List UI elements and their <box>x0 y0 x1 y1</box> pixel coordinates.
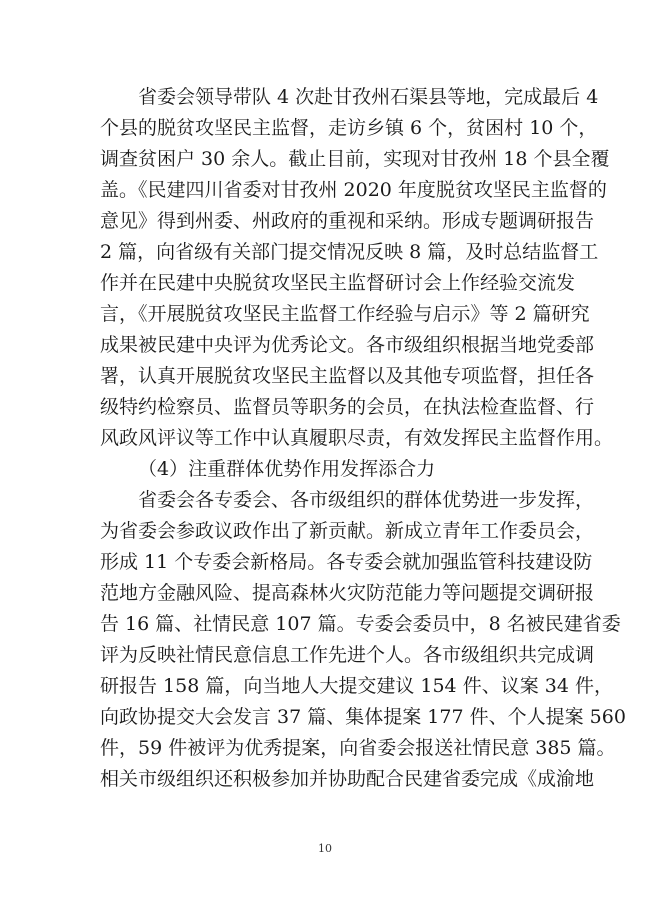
paragraph-2-line-2: 为省委会参政议政作出了新贡献。新成立青年工作委员会， <box>100 520 595 542</box>
paragraph-1-line-2: 个县的脱贫攻坚民主监督，走访乡镇 6 个，贫困村 10 个， <box>100 117 598 139</box>
paragraph-2-line-4: 范地方金融风险、提高森林火灾防范能力等问题提交调研报 <box>100 582 595 604</box>
paragraph-1-line-9: 成果被民建中央评为优秀论文。各市级组织根据当地党委部 <box>100 334 595 356</box>
section-heading: （4）注重群体优势作用发挥添合力 <box>138 458 436 480</box>
paragraph-2-line-3: 形成 11 个专委会新格局。各专委会就加强监管科技建设防 <box>100 551 593 573</box>
paragraph-2-line-9: 件，59 件被评为优秀提案，向省委会报送社情民意 385 篇。 <box>100 737 616 759</box>
paragraph-2-line-5: 告 16 篇、社情民意 107 篇。专委会委员中，8 名被民建省委 <box>100 613 621 635</box>
paragraph-1-line-8: 言，《开展脱贫攻坚民主监督工作经验与启示》等 2 篇研究 <box>100 303 590 325</box>
paragraph-2-line-1: 省委会各专委会、各市级组织的群体优势进一步发挥， <box>138 489 595 511</box>
paragraph-1-line-11: 级特约检察员、监督员等职务的会员，在执法检查监督、行 <box>100 396 595 418</box>
paragraph-1-line-12: 风政风评议等工作中认真履职尽责，有效发挥民主监督作用。 <box>100 427 614 449</box>
paragraph-1-line-7: 作并在民建中央脱贫攻坚民主监督研讨会上作经验交流发 <box>100 272 576 294</box>
paragraph-2-line-7: 研报告 158 篇，向当地人大提交建议 154 件、议案 34 件， <box>100 675 613 697</box>
paragraph-1-line-4: 盖。《民建四川省委对甘孜州 2020 年度脱贫攻坚民主监督的 <box>100 179 607 201</box>
paragraph-1-line-5: 意见》得到州委、州政府的重视和采纳。形成专题调研报告 <box>100 210 595 232</box>
paragraph-1-line-10: 署，认真开展脱贫攻坚民主监督以及其他专项监督，担任各 <box>100 365 595 387</box>
paragraph-1-line-3: 调查贫困户 30 余人。截止目前，实现对甘孜州 18 个县全覆 <box>100 148 610 170</box>
paragraph-2-line-8: 向政协提交大会发言 37 篇、集体提案 177 件、个人提案 560 <box>100 706 626 728</box>
paragraph-1-line-1: 省委会领导带队 4 次赴甘孜州石渠县等地，完成最后 4 <box>138 86 599 108</box>
paragraph-2-line-6: 评为反映社情民意信息工作先进个人。各市级组织共完成调 <box>100 644 595 666</box>
body-text <box>100 82 626 795</box>
paragraph-1-line-6: 2 篇，向省级有关部门提交情况反映 8 篇，及时总结监督工 <box>100 241 599 263</box>
paragraph-2-line-10: 相关市级组织还积极参加并协助配合民建省委完成《成渝地 <box>100 768 595 790</box>
page-number: 10 <box>318 842 332 855</box>
